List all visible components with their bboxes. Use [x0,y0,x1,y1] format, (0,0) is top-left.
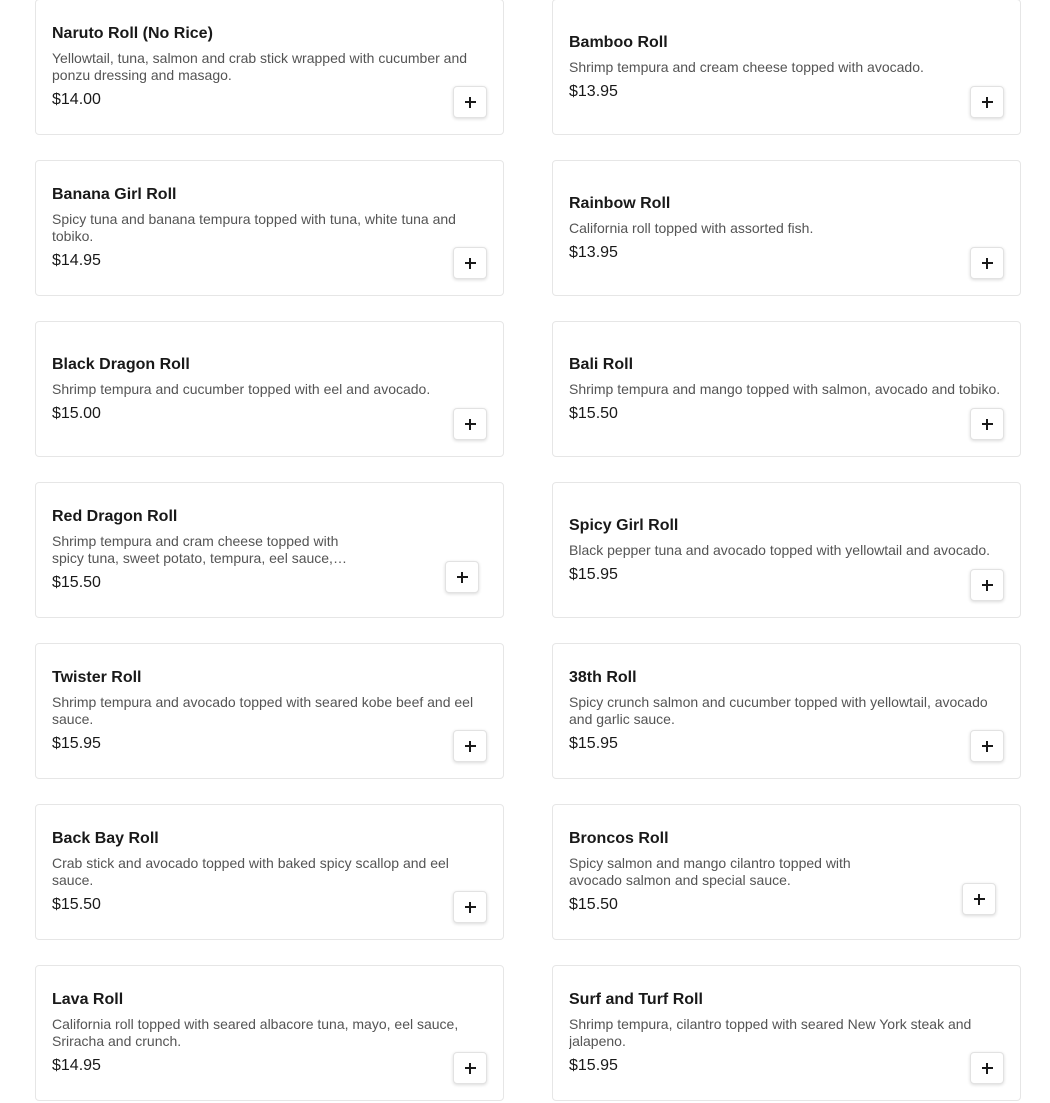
menu-item-description: Shrimp tempura and cucumber topped with eel and avocado. [52,380,431,397]
plus-icon [457,572,468,583]
menu-item-title: Rainbow Roll [569,194,671,212]
add-to-cart-button[interactable] [453,86,487,118]
menu-item-text [569,194,1004,263]
plus-icon [982,1063,993,1074]
add-to-cart-button[interactable] [970,569,1004,601]
menu-item-title: Broncos Roll [569,830,669,847]
menu-item-title: Lava Roll [52,991,124,1008]
menu-item-description: Crab stick and avocado topped with baked spicy scallop and eel sauce. [52,855,449,888]
menu-item-price: $15.95 [569,1057,618,1074]
menu-item-text [52,355,487,424]
menu-item-price: $15.50 [569,404,618,422]
plus-icon [465,741,476,752]
menu-item-price: $15.50 [52,896,101,913]
add-to-cart-button[interactable] [970,1052,1004,1084]
menu-item-price: $15.95 [569,565,618,583]
menu-item-title: Bamboo Roll [569,33,668,51]
plus-icon [465,1063,476,1074]
menu-item-card[interactable] [552,965,1021,1101]
menu-item-price: $13.95 [569,243,618,261]
add-to-cart-button[interactable] [970,730,1004,762]
add-to-cart-button[interactable] [962,883,996,915]
menu-item-price: $15.95 [569,735,618,752]
menu-item-description: Spicy crunch salmon and cucumber topped with yellowtail, avocado and garlic sauce. [569,694,988,727]
menu-item-description: Black pepper tuna and avocado topped with yellowtail and avocado. [569,541,991,558]
menu-item-description: Yellowtail, tuna, salmon and crab stick wrapped with cucumber and ponzu dressing and masago. [52,50,468,83]
menu-item-text [569,668,1004,754]
menu-item-price: $14.95 [52,1057,101,1074]
menu-item-card[interactable] [35,160,504,296]
menu-item-card[interactable] [552,321,1021,457]
add-to-cart-button[interactable] [453,247,487,279]
menu-item-description: Shrimp tempura and cram cheese topped with spicy tuna, sweet potato, tempura, eel sauce, [52,533,339,566]
menu-item-price: $14.95 [52,252,101,269]
menu-item-price: $15.00 [52,404,101,422]
add-to-cart-button[interactable] [453,408,487,440]
add-to-cart-button[interactable] [453,730,487,762]
plus-icon [974,894,985,905]
menu-item-description: Shrimp tempura, cilantro topped with seared New York steak and jalapeno. [569,1016,972,1049]
menu-item-card[interactable] [35,804,504,940]
menu-item-price: $15.50 [52,574,101,591]
menu-item-text [569,355,1004,424]
menu-item-card[interactable] [552,643,1021,779]
menu-item-title: Surf and Turf Roll [569,991,703,1008]
plus-icon [982,419,993,430]
add-to-cart-button[interactable] [453,1052,487,1084]
menu-item-description: Shrimp tempura and cream cheese topped with avocado. [569,58,924,75]
menu-item-title: 38th Roll [569,669,637,686]
menu-item-price: $15.50 [569,896,618,913]
menu-item-text [52,668,487,754]
menu-item-card[interactable] [552,160,1021,296]
menu-item-card[interactable] [35,482,504,618]
menu-item-description: California roll topped with seared albacore tuna, mayo, eel sauce, Sriracha and crunch. [52,1016,459,1049]
plus-icon [465,902,476,913]
menu-item-text [52,990,487,1076]
menu-item-description: Shrimp tempura and mango topped with salmon, avocado and tobiko. [569,380,1001,397]
menu-item-card[interactable] [552,482,1021,618]
plus-icon [465,97,476,108]
menu-item-card[interactable] [35,321,504,457]
menu-item-price: $14.00 [52,91,101,108]
menu-item-card[interactable] [552,804,1021,940]
plus-icon [982,258,993,269]
menu-item-title: Naruto Roll (No Rice) [52,25,213,42]
menu-item-description: Spicy tuna and banana tempura topped with tuna, white tuna and tobiko. [52,211,456,244]
add-to-cart-button[interactable] [445,561,479,593]
menu-item-title: Twister Roll [52,669,142,686]
menu-item-card[interactable] [552,0,1021,135]
menu-item-title: Bali Roll [569,355,634,373]
menu-item-title: Banana Girl Roll [52,186,177,203]
plus-icon [465,258,476,269]
add-to-cart-button[interactable] [453,891,487,923]
menu-item-description: Shrimp tempura and avocado topped with seared kobe beef and eel sauce. [52,694,474,727]
add-to-cart-button[interactable] [970,86,1004,118]
menu-item-text [569,33,1004,102]
plus-icon [982,741,993,752]
add-to-cart-button[interactable] [970,408,1004,440]
menu-item-text [52,185,487,271]
menu-item-card[interactable] [35,643,504,779]
menu-item-title: Spicy Girl Roll [569,516,679,534]
menu-item-text [569,516,1004,585]
add-to-cart-button[interactable] [970,247,1004,279]
menu-item-text [52,507,352,593]
menu-item-description: California roll topped with assorted fish. [569,219,814,236]
menu-item-text [569,990,1004,1076]
menu-item-title: Red Dragon Roll [52,508,178,525]
menu-item-text [569,829,869,915]
menu-item-card[interactable] [35,0,504,135]
menu-item-price: $13.95 [569,82,618,100]
menu-item-title: Back Bay Roll [52,830,159,847]
menu-item-text [52,829,487,915]
menu-item-text [52,24,487,110]
plus-icon [982,97,993,108]
menu-item-card[interactable] [35,965,504,1101]
plus-icon [465,419,476,430]
menu-item-title: Black Dragon Roll [52,355,190,373]
menu-item-price: $15.95 [52,735,101,752]
plus-icon [982,580,993,591]
menu-item-description: Spicy salmon and mango cilantro topped with avocado salmon and special sauce. [569,855,851,888]
